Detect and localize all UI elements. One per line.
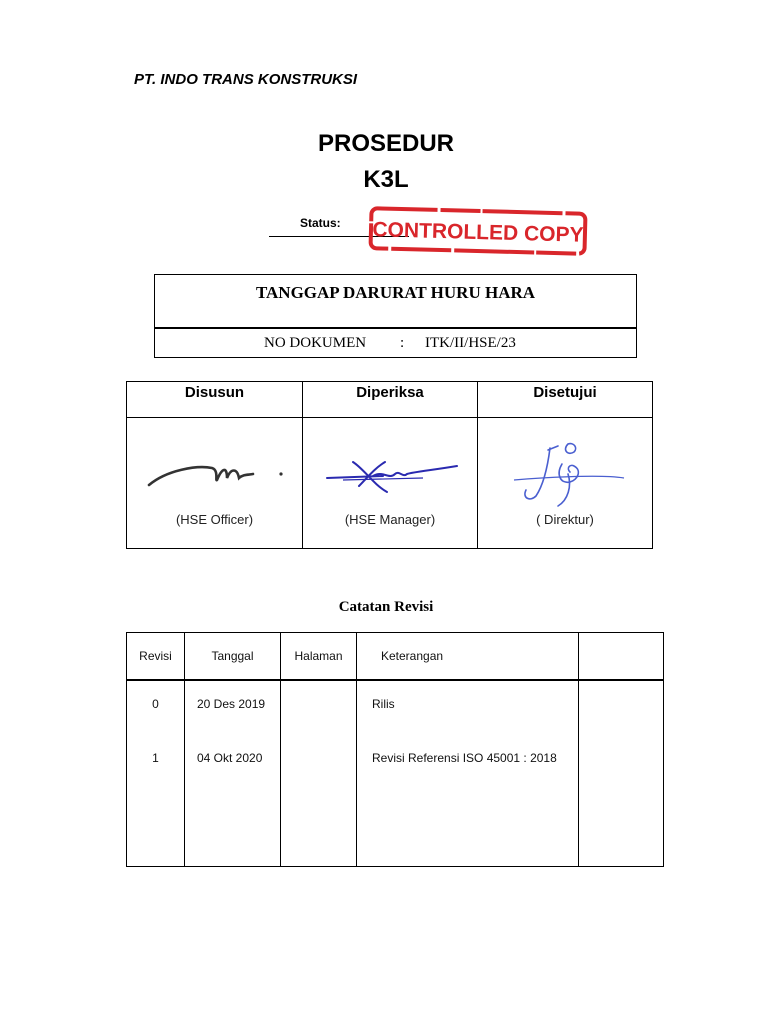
- approval-cell-disetujui: [478, 418, 653, 549]
- controlled-copy-stamp: [367, 205, 588, 257]
- approval-heading-disetujui: Disetujui: [478, 382, 653, 418]
- document-number-row: [155, 329, 636, 357]
- revision-header-keterangan: Keterangan: [357, 633, 579, 681]
- approval-table: [126, 381, 653, 549]
- table-row: [127, 749, 664, 867]
- table-row: [127, 680, 664, 749]
- document-info-box: [154, 274, 637, 358]
- status-label: Status:: [300, 216, 341, 230]
- role-hse-manager: (HSE Manager): [344, 512, 436, 527]
- signature-direktur: [478, 440, 652, 510]
- revision-header-tanggal: Tanggal: [185, 633, 281, 681]
- role-direktur: ( Direktur): [536, 512, 594, 527]
- approval-heading-disusun: Disusun: [127, 382, 303, 418]
- company-name: PT. INDO TRANS KONSTRUKSI: [134, 71, 358, 88]
- revision-number: 1: [127, 749, 185, 867]
- revision-extra: [579, 749, 664, 867]
- revision-title: Catatan Revisi: [338, 599, 434, 615]
- document-number-value: ITK/II/HSE/23: [425, 335, 516, 351]
- page-subtitle: K3L: [363, 166, 409, 193]
- revision-page: [281, 680, 357, 749]
- revision-note: Revisi Referensi ISO 45001 : 2018: [357, 749, 579, 867]
- revision-header-revisi: Revisi: [127, 633, 185, 681]
- svg-text:CONTROLLED COPY: CONTROLLED COPY: [372, 218, 584, 247]
- document-number-label: NO DOKUMEN: [264, 335, 367, 351]
- signature-hse-manager: [303, 440, 477, 510]
- revision-header-extra: [579, 633, 664, 681]
- revision-page: [281, 749, 357, 867]
- revision-date: 04 Okt 2020: [185, 749, 281, 867]
- revision-date: 20 Des 2019: [185, 680, 281, 749]
- document-number-separator: :: [400, 335, 405, 351]
- approval-heading-diperiksa: Diperiksa: [303, 382, 478, 418]
- revision-number: 0: [127, 680, 185, 749]
- revision-table: [126, 632, 664, 867]
- revision-header-halaman: Halaman: [281, 633, 357, 681]
- document-title: TANGGAP DARURAT HURU HARA: [155, 275, 636, 329]
- revision-note: Rilis: [357, 680, 579, 749]
- page-title: PROSEDUR: [317, 130, 455, 157]
- signature-hse-officer: [127, 440, 302, 510]
- revision-extra: [579, 680, 664, 749]
- approval-cell-diperiksa: [303, 418, 478, 549]
- approval-cell-disusun: [127, 418, 303, 549]
- role-hse-officer: (HSE Officer): [175, 512, 254, 527]
